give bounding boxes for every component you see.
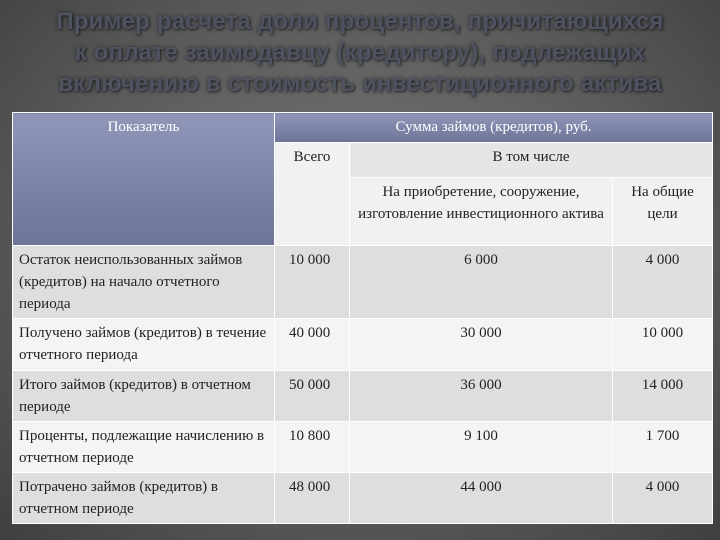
cell-total: 40 000 xyxy=(275,319,350,371)
cell-general: 14 000 xyxy=(613,371,713,422)
row-label: Итого займов (кредитов) в отчетном периоде xyxy=(13,371,275,422)
table-row xyxy=(13,319,713,371)
cell-investment: 44 000 xyxy=(350,473,613,524)
row-label: Получено займов (кредитов) в течение отчетного периода xyxy=(13,319,275,371)
header-sum: Сумма займов (кредитов), руб. xyxy=(275,113,713,143)
cell-investment: 36 000 xyxy=(350,371,613,422)
cell-total: 10 000 xyxy=(275,246,350,319)
slide-title xyxy=(0,6,720,99)
row-label: Остаток неиспользованных займов (кредитов) на начало отчетного периода xyxy=(13,246,275,319)
row-label: Проценты, подлежащие начислению в отчетном периоде xyxy=(13,422,275,473)
cell-investment: 9 100 xyxy=(350,422,613,473)
cell-total: 48 000 xyxy=(275,473,350,524)
cell-investment: 6 000 xyxy=(350,246,613,319)
interest-allocation-table xyxy=(12,112,713,524)
row-label: Потрачено займов (кредитов) в отчетном периоде xyxy=(13,473,275,524)
cell-general: 4 000 xyxy=(613,473,713,524)
cell-general: 4 000 xyxy=(613,246,713,319)
header-total: Всего xyxy=(275,143,350,246)
cell-total: 10 800 xyxy=(275,422,350,473)
title-line-1: Пример расчета доли процентов, причитающихся xyxy=(56,8,664,35)
header-investment: На приобретение, сооружение, изготовление инвестиционного актива xyxy=(350,178,613,246)
table-row xyxy=(13,371,713,422)
title-line-2: к оплате заимодавцу (кредитору), подлежащих xyxy=(74,39,646,66)
cell-total: 50 000 xyxy=(275,371,350,422)
cell-general: 1 700 xyxy=(613,422,713,473)
table-row xyxy=(13,473,713,524)
header-indicator: Показатель xyxy=(13,113,275,246)
table-row xyxy=(13,246,713,319)
header-general: На общие цели xyxy=(613,178,713,246)
title-line-3: включению в стоимость инвестиционного актива xyxy=(58,70,662,97)
table-row xyxy=(13,422,713,473)
cell-general: 10 000 xyxy=(613,319,713,371)
cell-investment: 30 000 xyxy=(350,319,613,371)
header-including: В том числе xyxy=(350,143,713,178)
